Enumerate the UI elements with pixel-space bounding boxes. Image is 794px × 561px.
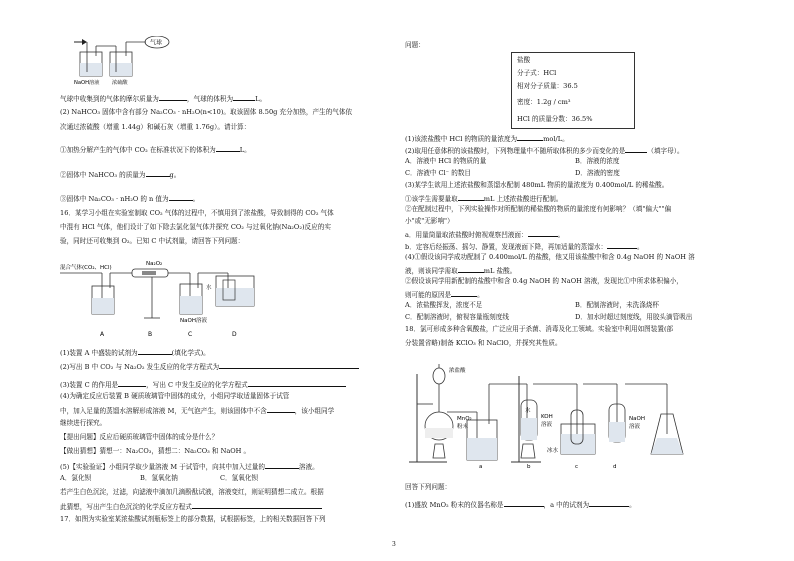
- naoh-solution-label: NaOH溶液: [180, 318, 207, 324]
- water-label: 水: [206, 285, 212, 291]
- option-c: C．氢氧化钡: [220, 474, 259, 482]
- line-r17: 回答下列问题：: [405, 483, 452, 491]
- line-q2-sub2: ②固体中 NaHCO₃ 的质量为 g。: [60, 171, 181, 179]
- line-r8: b．定容后经振荡、摇匀、静置，发现液面下降，再加适量的蒸馏水： 。: [405, 243, 644, 251]
- conc-hcl-label: 浓盐酸: [449, 368, 466, 374]
- option-r2b: B．溶液的浓度: [575, 157, 620, 165]
- bottle-b-label: b: [527, 464, 531, 470]
- line-r2: (2)取用任意体积的该盐酸时，下列物理量中不随所取体积的多少而变化的是 （填字母）。: [405, 147, 684, 155]
- option-r14b: D．加水时超过刻度线，用胶头滴管吸出: [575, 313, 693, 321]
- line-q2-sub3: ③固体中 Na₂CO₃ · nH₂O 的 n 值为 。: [60, 195, 200, 203]
- reagent-formula: 分子式：HCl: [517, 69, 557, 77]
- reagent-label-box: [511, 52, 635, 129]
- line-molar-mass: 气球中收集到的气体的摩尔质量为 ，气球的体积为 L。: [60, 95, 267, 103]
- co2-na2o2-apparatus-figure: [60, 258, 260, 338]
- line-r15: 18．氯可形成多种含氧酸盐，广泛应用于杀菌、消毒及化工领域。实验室中利用如图装置(部: [405, 325, 674, 333]
- water-label-b: 水: [525, 408, 531, 414]
- option-b: B．氢氧化钠: [140, 474, 178, 482]
- option-r14a: C．配制溶液时，俯视容量瓶刻度线: [405, 313, 509, 321]
- line-r3: (3)某学生欲用上述浓盐酸和蒸馏水配制 480mL 物质的量浓度为 0.400mol/L 的稀盐酸。: [405, 181, 669, 189]
- na2o2-label: Na₂O₂: [146, 261, 163, 267]
- line-r1: (1)该浓盐酸中 HCl 的物质的量浓度为 mol/L。: [405, 135, 569, 143]
- powder-label: 粉末: [457, 424, 469, 430]
- line-r4: ①该学生需要量取 mL 上述浓盐酸进行配制。: [405, 195, 563, 203]
- line-r5: ②在配制过程中，下列实验操作对所配制的稀盐酸的物质的量浓度有何影响？（填"偏大""偏: [405, 205, 672, 213]
- line-r7: a．用量筒量取浓盐酸时俯视观察凹液面： 。: [405, 231, 565, 239]
- line-r0: 问题：: [405, 41, 425, 49]
- line-q2-intro-cont: 次通过浓硫酸（增重 1.44g）和碱石灰（增重 1.76g）。请计算：: [60, 123, 251, 131]
- reagent-mass-fraction: HCl 的质量分数：36.5%: [517, 115, 593, 123]
- h2so4-bottle-label: 浓硫酸: [112, 80, 128, 86]
- apparatus-d-label: D: [232, 331, 237, 338]
- line-q16-1-sub: (1)装置 A 中盛装的试剂为 (填化学式)。: [60, 349, 210, 357]
- line-q17: 17．如图为实验室某浓盐酸试剂瓶标签上的部分数据，试根据标签，上的相关数据回答下列: [60, 515, 326, 523]
- line-r6: 小"或"无影响"）: [405, 217, 454, 225]
- line-q16-4f: 【做出猜想】猜想一：Na₂CO₃，猜想二：Na₂CO₃ 和 NaOH 。: [60, 447, 251, 455]
- option-r2a: A．溶液中 HCl 的物质的量: [405, 157, 487, 165]
- koh-solution-label: 溶液: [541, 422, 553, 428]
- line-q2-intro: (2) NaHCO₃ 固体中含有部分 Na₂CO₃ · nH₂O(n<10)。取该固体 8.50g 充分加热，产生的气体依: [60, 108, 353, 116]
- line-r16: 分装置省略)制备 KClO₃ 和 NaClO，并探究其性质。: [405, 339, 562, 347]
- naoh-label: NaOH: [629, 416, 645, 422]
- apparatus-b-label: B: [148, 331, 153, 338]
- chlorine-apparatus-figure: [407, 354, 697, 472]
- mno2-label: MnO₂: [457, 416, 472, 422]
- line-q16-2: 中混有 HCl 气体，他们设计了如下除去氯化氢气体并探究 CO₂ 与过氧化钠(Na₂O₂)反应的实: [60, 223, 331, 231]
- apparatus-c-label: C: [188, 331, 193, 338]
- line-r18: (1)盛放 MnO₂ 粉末的仪器名称是 ，a 中的试剂为 。: [405, 501, 636, 509]
- bottle-a-label: a: [479, 464, 483, 470]
- mixed-gas-label: 混合气体(CO₂、HCl): [60, 265, 112, 271]
- line-r12: 则可能的原因是 。: [405, 291, 484, 299]
- reagent-density: 密度：1.2g / cm³: [517, 98, 571, 106]
- option-r13a: A．浓盐酸挥发，浓度不足: [405, 301, 483, 309]
- option-r2c: C．溶液中 Cl⁻ 的数目: [405, 169, 472, 177]
- line-q2-sub1: ①加热分解产生的气体中 CO₂ 在标准状况下的体积为 L。: [60, 146, 251, 154]
- option-r13b: B．配制溶液时，未洗涤烧杯: [575, 301, 659, 309]
- line-r10: 液，则该同学需取 mL 盐酸。: [405, 267, 517, 275]
- line-q16-2-sub: (2)写出 B 中 CO₂ 与 Na₂O₂ 发生反应的化学方程式为: [60, 362, 359, 371]
- naoh-solution-label-d: 溶液: [629, 424, 641, 430]
- bottle-d-label: d: [613, 464, 617, 470]
- apparatus-a-label: A: [100, 331, 105, 338]
- line-r11: ②假设该同学用新配制的盐酸中和含 0.4g NaOH 的 NaOH 溶液，发现比①中所求体积偏小，: [405, 277, 683, 285]
- line-q16-4b: 中，加入足量的蒸馏水溶解形成溶液 M，无气泡产生，则该固体中不含 ，该小组同学: [60, 407, 335, 415]
- line-q16-3: 验，同时还可收集到 O₂。已知 C 中试剂量，请回答下列问题：: [60, 237, 245, 245]
- line-r9: (4)①假设该同学成功配制了 0.400mol/L 的盐酸，他又用该盐酸中和含 0.4g NaOH 的 NaOH 溶: [405, 253, 695, 261]
- option-r2d: D．溶液的密度: [575, 169, 620, 177]
- reagent-title: 盐酸: [517, 56, 531, 64]
- line-q16-5: (5)【实验验证】小组同学取少量溶液 M 于试管中，向其中加入过量的 溶液。: [60, 463, 319, 471]
- line-q16-1: 16．某学习小组在实验室制取 CO₂ 气体的过程中，不慎用到了浓盐酸，导致制得的 CO₂ 气体: [60, 209, 334, 217]
- naoh-bottle-label: NaOH溶液: [74, 80, 100, 86]
- line-q16-3-sub: (3)装置 C 的作用是 ，写出 C 中发生反应的化学方程式: [60, 380, 346, 389]
- line-q16-6: 若产生白色沉淀，过滤，向滤液中滴加几滴酚酞试液，溶液变红，则证明猜想二成立。根据: [60, 488, 324, 496]
- ice-water-label: 冰水: [547, 448, 559, 454]
- reagent-molecular-weight: 相对分子质量：36.5: [517, 82, 578, 90]
- bottle-c-label: c: [575, 464, 579, 470]
- balloon-label: 气球: [150, 39, 163, 47]
- gas-washing-apparatus-figure: [74, 36, 204, 88]
- page-number: 3: [392, 541, 396, 548]
- line-q16-4a: (4)为确定反应后装置 B 硬质玻璃管中固体的成分，小组同学取适量固体于试管: [60, 392, 290, 400]
- line-q16-4d: 继续进行探究。: [60, 419, 107, 427]
- koh-label: KOH: [541, 414, 553, 420]
- option-a: A．氯化钡: [60, 474, 92, 482]
- line-q16-7: 此猜想，写出产生白色沉淀的化学反应方程式: [60, 502, 322, 511]
- line-q16-4e: 【提出问题】反应后硬质玻璃管中固体的成分是什么？: [60, 433, 219, 441]
